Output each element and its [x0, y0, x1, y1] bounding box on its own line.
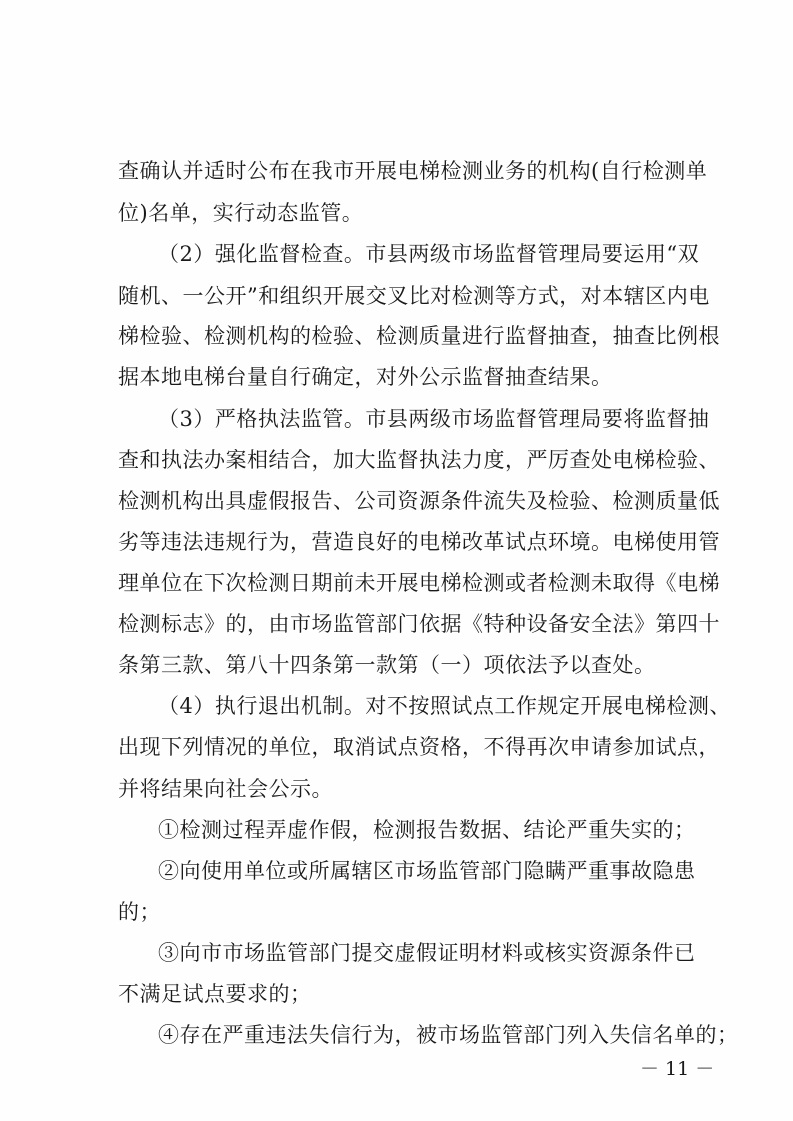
list-item-2-continued: 的； [118, 900, 161, 924]
text-line: 查确认并适时公布在我市开展电梯检测业务的机构(自行检测单 [118, 159, 708, 183]
list-item-4: ④存在严重违法失信行为，被市场监管部门列入失信名单的； [158, 1023, 739, 1047]
list-item-2: ②向使用单位或所属辖区市场监管部门隐瞒严重事故隐患 [158, 859, 696, 883]
text-line: 查和执法办案相结合，加大监督执法力度，严厉查处电梯检验、 [118, 448, 720, 472]
text-line: 理单位在下次检测日期前未开展电梯检测或者检测未取得《电梯 [118, 571, 720, 595]
paragraph-2-heading-line: （2）强化监督检查。市县两级市场监督管理局要运用“双 [158, 242, 700, 266]
text-line: 并将结果向社会公示。 [118, 777, 333, 801]
paragraph-3-heading-line: （3）严格执法监管。市县两级市场监督管理局要将监督抽 [158, 407, 710, 431]
page-number: － 11 － [640, 1058, 715, 1080]
text-line: 梯检验、检测机构的检验、检测质量进行监督抽查，抽查比例根 [118, 324, 720, 348]
text-line: 劣等违法违规行为，营造良好的电梯改革试点环境。电梯使用管 [118, 530, 720, 554]
list-item-3: ③向市市场监管部门提交虚假证明材料或核实资源条件已 [158, 941, 696, 965]
paragraph-4-heading-line: （4）执行退出机制。对不按照试点工作规定开展电梯检测、 [158, 694, 731, 718]
text-line: 出现下列情况的单位，取消试点资格，不得再次申请参加试点， [118, 735, 720, 759]
list-item-1: ①检测过程弄虚作假，检测报告数据、结论严重失实的； [158, 818, 696, 842]
text-line: 检测机构出具虚假报告、公司资源条件流失及检验、检测质量低 [118, 489, 720, 513]
text-line: 检测标志》的，由市场监管部门依据《特种设备安全法》第四十 [118, 612, 720, 636]
text-line: 随机、一公开”和组织开展交叉比对检测等方式，对本辖区内电 [118, 284, 710, 308]
text-line: 据本地电梯台量自行确定，对外公示监督抽查结果。 [118, 365, 613, 389]
list-item-3-continued: 不满足试点要求的； [118, 982, 312, 1006]
text-line: 条第三款、第八十四条第一款第（一）项依法予以查处。 [118, 653, 656, 677]
text-line: 位)名单，实行动态监管。 [118, 201, 364, 225]
